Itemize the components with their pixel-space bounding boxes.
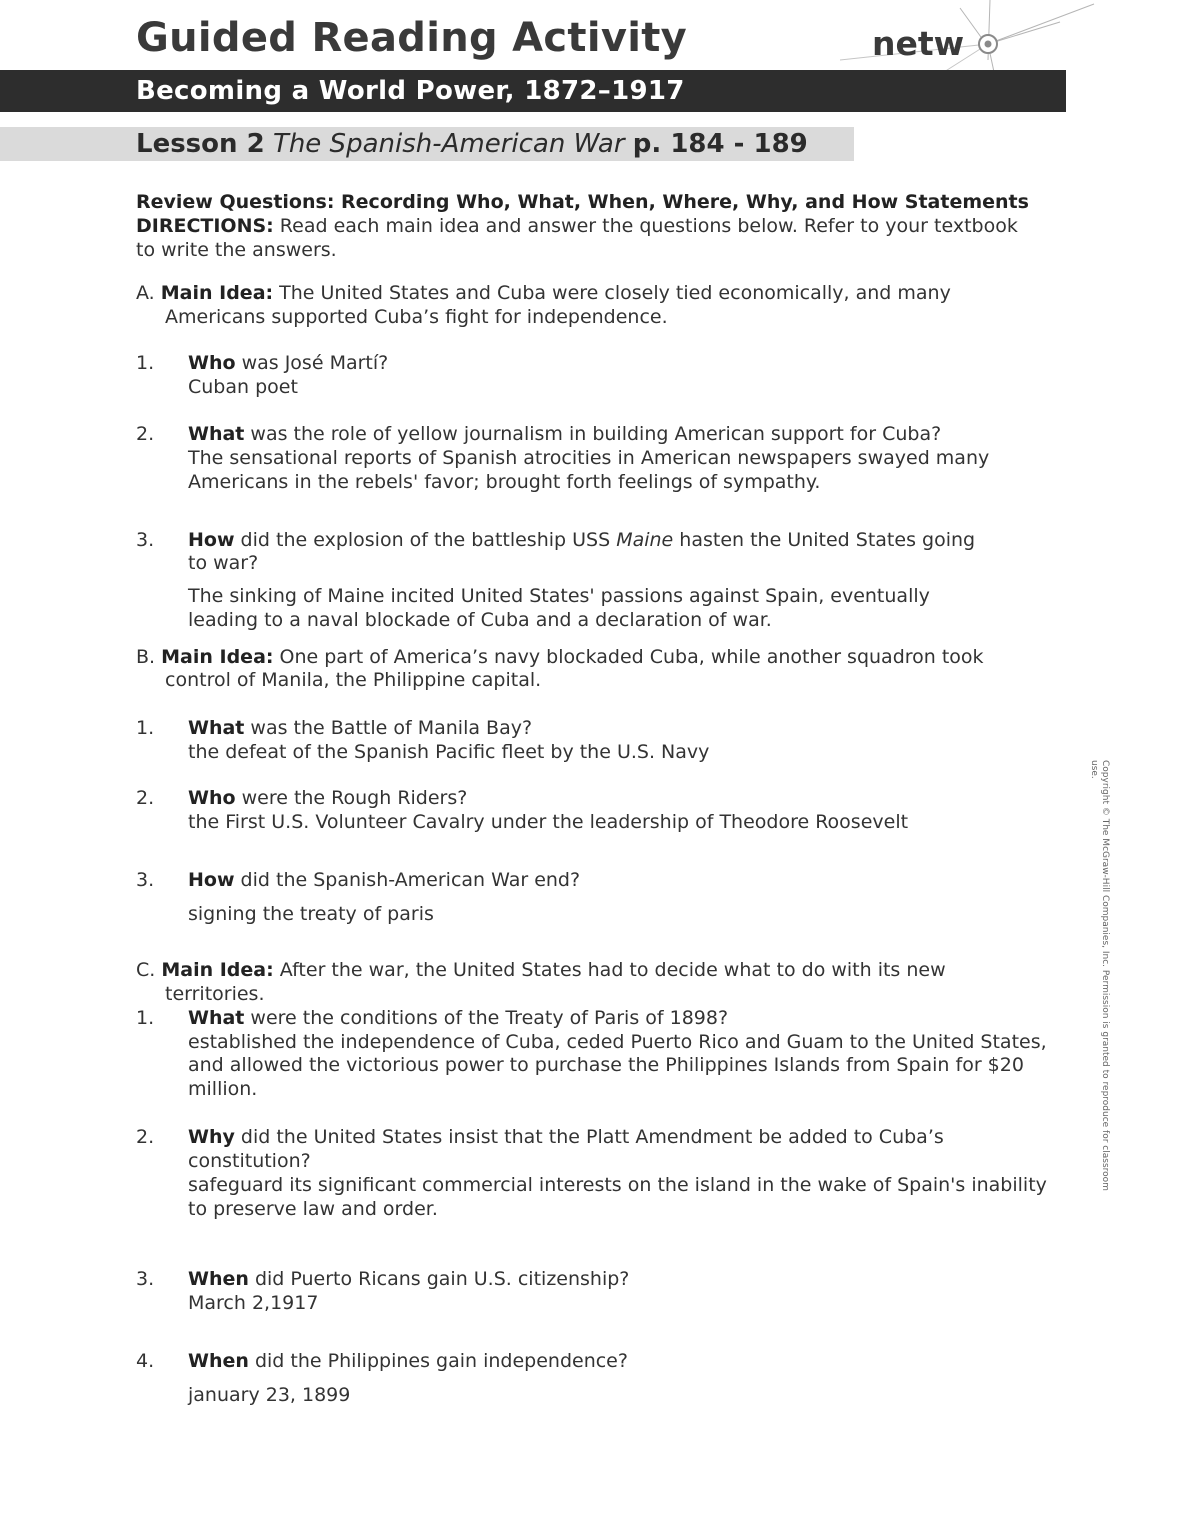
main-idea-c-line-2: territories. [165, 983, 265, 1005]
question-b3 [188, 868, 580, 892]
main-idea-text: One part of America’s navy blockaded Cuba, while another squadron took [273, 646, 984, 668]
question-text: was the Battle of Manila Bay? [244, 717, 533, 739]
question-text: was José Martí? [235, 352, 389, 374]
main-idea-b-line-1 [136, 645, 984, 669]
answer-a1: Cuban poet [188, 376, 298, 398]
question-number: 4. [136, 1350, 155, 1372]
answer-c2-line-1: safeguard its significant commercial interests on the island in the wake of Spain's inability [188, 1174, 1047, 1196]
answer-a3-line-2: leading to a naval blockade of Cuba and a declaration of war. [188, 609, 772, 631]
unit-title: Becoming a World Power, 1872–1917 [136, 76, 685, 106]
review-heading: Review Questions: Recording Who, What, When, Where, Why, and How Statements [136, 191, 1029, 213]
lesson-heading [136, 127, 808, 161]
question-a1 [188, 351, 388, 375]
answer-c3: March 2,1917 [188, 1292, 319, 1314]
question-c2 [188, 1125, 944, 1149]
section-letter: C. [136, 959, 156, 981]
question-text: were the conditions of the Treaty of Paris of 1898? [244, 1007, 729, 1029]
answer-b2: the First U.S. Volunteer Cavalry under the leadership of Theodore Roosevelt [188, 811, 909, 833]
directions-text: Read each main idea and answer the questions below. Refer to your textbook [273, 215, 1018, 237]
question-text: did the explosion of the battleship USS [234, 529, 617, 551]
question-b1 [188, 716, 532, 740]
question-text: was the role of yellow journalism in building American support for Cuba? [244, 423, 942, 445]
question-c2-line-2: constitution? [188, 1150, 311, 1172]
directions-line-1 [136, 214, 1018, 238]
section-letter: B. [136, 646, 156, 668]
copyright-notice [1088, 760, 1110, 1260]
question-keyword: Why [188, 1126, 235, 1148]
question-number: 2. [136, 423, 155, 445]
question-a2 [188, 422, 941, 446]
directions-label: DIRECTIONS: [136, 215, 274, 237]
lesson-title: The Spanish-American War [272, 129, 625, 159]
question-a3-line-2: to war? [188, 552, 259, 574]
question-number: 1. [136, 1007, 155, 1029]
question-number: 2. [136, 787, 155, 809]
main-idea-label: Main Idea: [160, 282, 274, 304]
question-number: 1. [136, 352, 155, 374]
question-c1 [188, 1006, 728, 1030]
question-text: did the United States insist that the Platt Amendment be added to Cuba’s [234, 1126, 944, 1148]
question-number: 2. [136, 1126, 155, 1148]
question-keyword: When [188, 1268, 249, 1290]
lesson-label: Lesson 2 [136, 129, 265, 159]
question-text: did the Spanish-American War end? [234, 869, 581, 891]
answer-c1-line-1: established the independence of Cuba, ceded Puerto Rico and Guam to the United States, [188, 1031, 1047, 1053]
ship-name: Maine [616, 529, 674, 551]
answer-a2-line-2: Americans in the rebels' favor; brought forth feelings of sympathy. [188, 471, 821, 493]
answer-c1-line-3: million. [188, 1078, 258, 1100]
answer-c2-line-2: to preserve law and order. [188, 1198, 438, 1220]
question-number: 1. [136, 717, 155, 739]
main-idea-b-line-2: control of Manila, the Philippine capital. [165, 669, 542, 691]
question-b2 [188, 786, 467, 810]
question-a3 [188, 528, 975, 552]
main-idea-c-line-1 [136, 958, 946, 982]
question-text: hasten the United States going [673, 529, 976, 551]
question-keyword: What [188, 423, 245, 445]
question-keyword: What [188, 1007, 245, 1029]
main-idea-a-line-2: Americans supported Cuba’s fight for independence. [165, 306, 668, 328]
question-keyword: How [188, 529, 235, 551]
question-text: were the Rough Riders? [235, 787, 468, 809]
question-c3 [188, 1267, 629, 1291]
answer-c1-line-2: and allowed the victorious power to purchase the Philippines Islands from Spain for $20 [188, 1054, 1024, 1076]
answer-a2-line-1: The sensational reports of Spanish atrocities in American newspapers swayed many [188, 447, 990, 469]
brand-logo-text: netw [872, 24, 965, 63]
directions-line-2: to write the answers. [136, 239, 337, 261]
answer-b1: the defeat of the Spanish Pacific fleet by the U.S. Navy [188, 741, 710, 763]
answer-a3-line-1: The sinking of Maine incited United States' passions against Spain, eventually [188, 585, 930, 607]
main-idea-text: After the war, the United States had to decide what to do with its new [273, 959, 946, 981]
copyright-line-2: use. [1089, 760, 1099, 779]
main-idea-label: Main Idea: [161, 646, 274, 668]
section-letter: A. [136, 282, 155, 304]
question-keyword: Who [188, 787, 236, 809]
question-text: did the Philippines gain independence? [248, 1350, 628, 1372]
question-keyword: When [188, 1350, 249, 1372]
main-idea-text: The United States and Cuba were closely tied economically, and many [273, 282, 951, 304]
question-number: 3. [136, 1268, 155, 1290]
lesson-pages: p. 184 - 189 [632, 129, 808, 159]
question-text: did Puerto Ricans gain U.S. citizenship? [248, 1268, 630, 1290]
page-title: Guided Reading Activity [136, 15, 688, 61]
main-idea-label: Main Idea: [161, 959, 274, 981]
question-number: 3. [136, 869, 155, 891]
answer-b3: signing the treaty of paris [188, 903, 434, 925]
main-idea-a-line-1 [136, 281, 951, 305]
question-c4 [188, 1349, 628, 1373]
copyright-line-1: Copyright © The McGraw-Hill Companies, Inc. Permission is granted to reproduce for classroom [1100, 760, 1110, 1191]
question-keyword: What [188, 717, 245, 739]
question-keyword: How [188, 869, 235, 891]
question-keyword: Who [188, 352, 236, 374]
question-number: 3. [136, 529, 155, 551]
answer-c4: january 23, 1899 [188, 1384, 351, 1406]
